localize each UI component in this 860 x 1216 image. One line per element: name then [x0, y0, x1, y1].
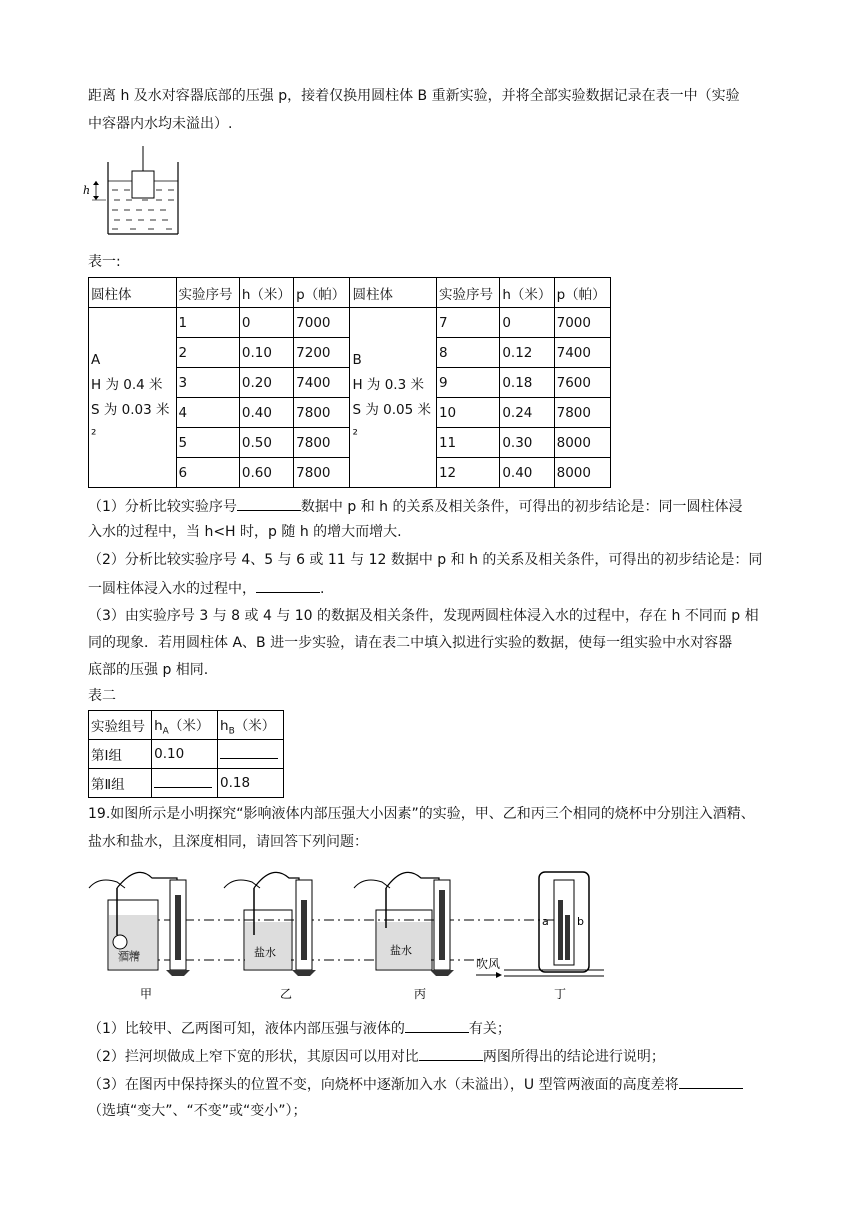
group-a-area: S 为 0.03 米 ²: [91, 401, 170, 443]
cell: 7800: [294, 458, 350, 488]
label-jiujing: 酒精: [118, 950, 140, 963]
cell: 0.40: [239, 398, 293, 428]
table2-header-ha: $h_A$（米）: [152, 711, 218, 740]
answer-blank[interactable]: [679, 1074, 743, 1089]
cell: 0: [239, 308, 293, 338]
cell: 10: [436, 398, 499, 428]
cylinder-container-figure: [80, 144, 190, 238]
cell: 0.18: [500, 368, 554, 398]
cell: 7000: [554, 308, 610, 338]
q19-part3-line1: [88, 1074, 743, 1095]
setup-bing: [354, 872, 454, 1001]
table-row: [89, 308, 611, 338]
h-label: h: [83, 184, 91, 197]
cell: 0.50: [239, 428, 293, 458]
cell: 7600: [554, 368, 610, 398]
cell: 8: [436, 338, 499, 368]
q19-part2-text-a: （2）拦河坝做成上窄下宽的形状，其原因可以用对比: [88, 1049, 419, 1065]
table1-header: 圆柱体: [89, 278, 177, 308]
q19-line1: 19.如图所示是小明探究“影响液体内部压强大小因素”的实验，甲、乙和丙三个相同的烧杯中分别注入酒精、: [88, 806, 755, 822]
label-chuifeng: 吹风: [476, 957, 501, 971]
group-b-area: S 为 0.05 米 ²: [352, 401, 431, 443]
q19-part1-text-b: 有关；: [468, 1021, 511, 1037]
q18-part2-text: 一圆柱体浸入水的过程中，: [88, 581, 256, 597]
q18-part2-period: .: [320, 581, 325, 597]
q18-part2-line1: （2）分析比较实验序号 4、5 与 6 或 11 与 12 数据中 p 和 h 的关系及相关条件，可得出的初步结论是：同: [88, 552, 763, 568]
answer-blank[interactable]: [256, 578, 320, 593]
group-b-height: H 为 0.3 米: [352, 376, 424, 393]
table1-header: p（帕）: [554, 278, 610, 308]
q19-part1: [88, 1018, 511, 1039]
setup-ding: [476, 872, 604, 1001]
q18-part1-line2: 入水的过程中，当 h<H 时，p 随 h 的增大而增大.: [88, 524, 402, 540]
cell: 6: [176, 458, 239, 488]
q18-part3-line3: 底部的压强 p 相同.: [88, 662, 209, 678]
q19-part2-text-b: 两图所得出的结论进行说明；: [482, 1049, 665, 1065]
group-b-name: B: [352, 351, 362, 368]
cell: 12: [436, 458, 499, 488]
cell: 0.60: [239, 458, 293, 488]
cell: 0.20: [239, 368, 293, 398]
label-ding: 丁: [554, 987, 567, 1001]
table2-header-hb: $h_B$（米）: [218, 711, 284, 740]
answer-blank[interactable]: [237, 496, 301, 511]
answer-cell[interactable]: [218, 740, 284, 769]
q18-part3-line2: 同的现象．若用圆柱体 A、B 进一步实验，请在表二中填入拟进行实验的数据，使每一组实验中水对容器: [88, 635, 733, 651]
intro-line-2: 中容器内水均未溢出）.: [88, 116, 233, 132]
label-a: a: [542, 915, 549, 928]
cell: 7800: [294, 428, 350, 458]
cell: 8000: [554, 428, 610, 458]
table1-header: h（米）: [500, 278, 554, 308]
cell: 7000: [294, 308, 350, 338]
cell: 1: [176, 308, 239, 338]
cell: 4: [176, 398, 239, 428]
row-label: 第Ⅱ组: [89, 769, 152, 798]
q18-part1-line1: [88, 496, 742, 517]
q18-part3-line1: （3）由实验序号 3 与 8 或 4 与 10 的数据及相关条件，发现两圆柱体浸入水的过程中，存在 h 不同而 p 相: [88, 608, 759, 624]
table-row: [89, 740, 284, 769]
group-a-cell: [89, 308, 177, 488]
cell: 11: [436, 428, 499, 458]
table1-header: h（米）: [239, 278, 293, 308]
setup-yi: [224, 872, 316, 1001]
answer-blank[interactable]: [419, 1046, 483, 1061]
table1-header-row: [89, 278, 611, 308]
cell: 3: [176, 368, 239, 398]
table1-header: 圆柱体: [350, 278, 436, 308]
table1-header: 实验序号: [436, 278, 499, 308]
table2-header: 实验组号: [89, 711, 152, 740]
q18-part2-line2: [88, 578, 324, 599]
group-a-height: H 为 0.4 米: [91, 376, 163, 393]
cell: 9: [436, 368, 499, 398]
cell: 0: [500, 308, 554, 338]
q19-part1-text-a: （1）比较甲、乙两图可知，液体内部压强与液体的: [88, 1021, 405, 1037]
table-row: [89, 769, 284, 798]
cell: 7800: [294, 398, 350, 428]
label-yanshui-2: 盐水: [390, 944, 412, 957]
cell: 2: [176, 338, 239, 368]
cell: 0.10: [239, 338, 293, 368]
cell: 0.12: [500, 338, 554, 368]
q18-part1-text-a: （1）分析比较实验序号: [88, 499, 237, 515]
table1-caption: 表一:: [88, 254, 121, 270]
cell: 7800: [554, 398, 610, 428]
table1-header: 实验序号: [176, 278, 239, 308]
answer-cell[interactable]: [152, 769, 218, 798]
table1-header: p（帕）: [294, 278, 350, 308]
table2: [88, 710, 284, 798]
cell: 7400: [554, 338, 610, 368]
q19-part2: [88, 1046, 665, 1067]
cell: 0.10: [152, 740, 218, 769]
table2-header-row: [89, 711, 284, 740]
cell: 0.18: [218, 769, 284, 798]
q18-part1-text-b: 数据中 p 和 h 的关系及相关条件，可得出的初步结论是：同一圆柱体浸: [300, 499, 743, 515]
table2-caption: 表二: [88, 688, 116, 704]
pressure-experiment-figure: [84, 860, 624, 1010]
q19-part3-line2: （选填“变大”、“不变”或“变小”）；: [88, 1103, 307, 1119]
label-jia: 甲: [140, 987, 153, 1001]
label-yanshui-1: 盐水: [254, 946, 276, 959]
label-yi: 乙: [280, 987, 293, 1001]
label-bing: 丙: [414, 987, 427, 1001]
cell: 7400: [294, 368, 350, 398]
label-b: b: [577, 915, 584, 928]
group-a-name: A: [91, 351, 101, 368]
cell: 0.40: [500, 458, 554, 488]
cell: 7: [436, 308, 499, 338]
cell: 8000: [554, 458, 610, 488]
cell: 0.30: [500, 428, 554, 458]
answer-blank[interactable]: [405, 1018, 469, 1033]
row-label: 第Ⅰ组: [89, 740, 152, 769]
group-b-cell: [350, 308, 436, 488]
setup-jia: [89, 872, 190, 1001]
q19-part3-text-a: （3）在图丙中保持探头的位置不变，向烧杯中逐渐加入水（未溢出），U 型管两液面的高度差将: [88, 1077, 679, 1093]
intro-line-1: 距离 h 及水对容器底部的压强 p，接着仅换用圆柱体 B 重新实验，并将全部实验数据记录在表一中（实验: [88, 88, 740, 104]
cell: 0.24: [500, 398, 554, 428]
q19-line2: 盐水和盐水，且深度相同，请回答下列问题：: [88, 834, 368, 850]
cell: 7200: [294, 338, 350, 368]
table1: [88, 277, 611, 488]
cell: 5: [176, 428, 239, 458]
